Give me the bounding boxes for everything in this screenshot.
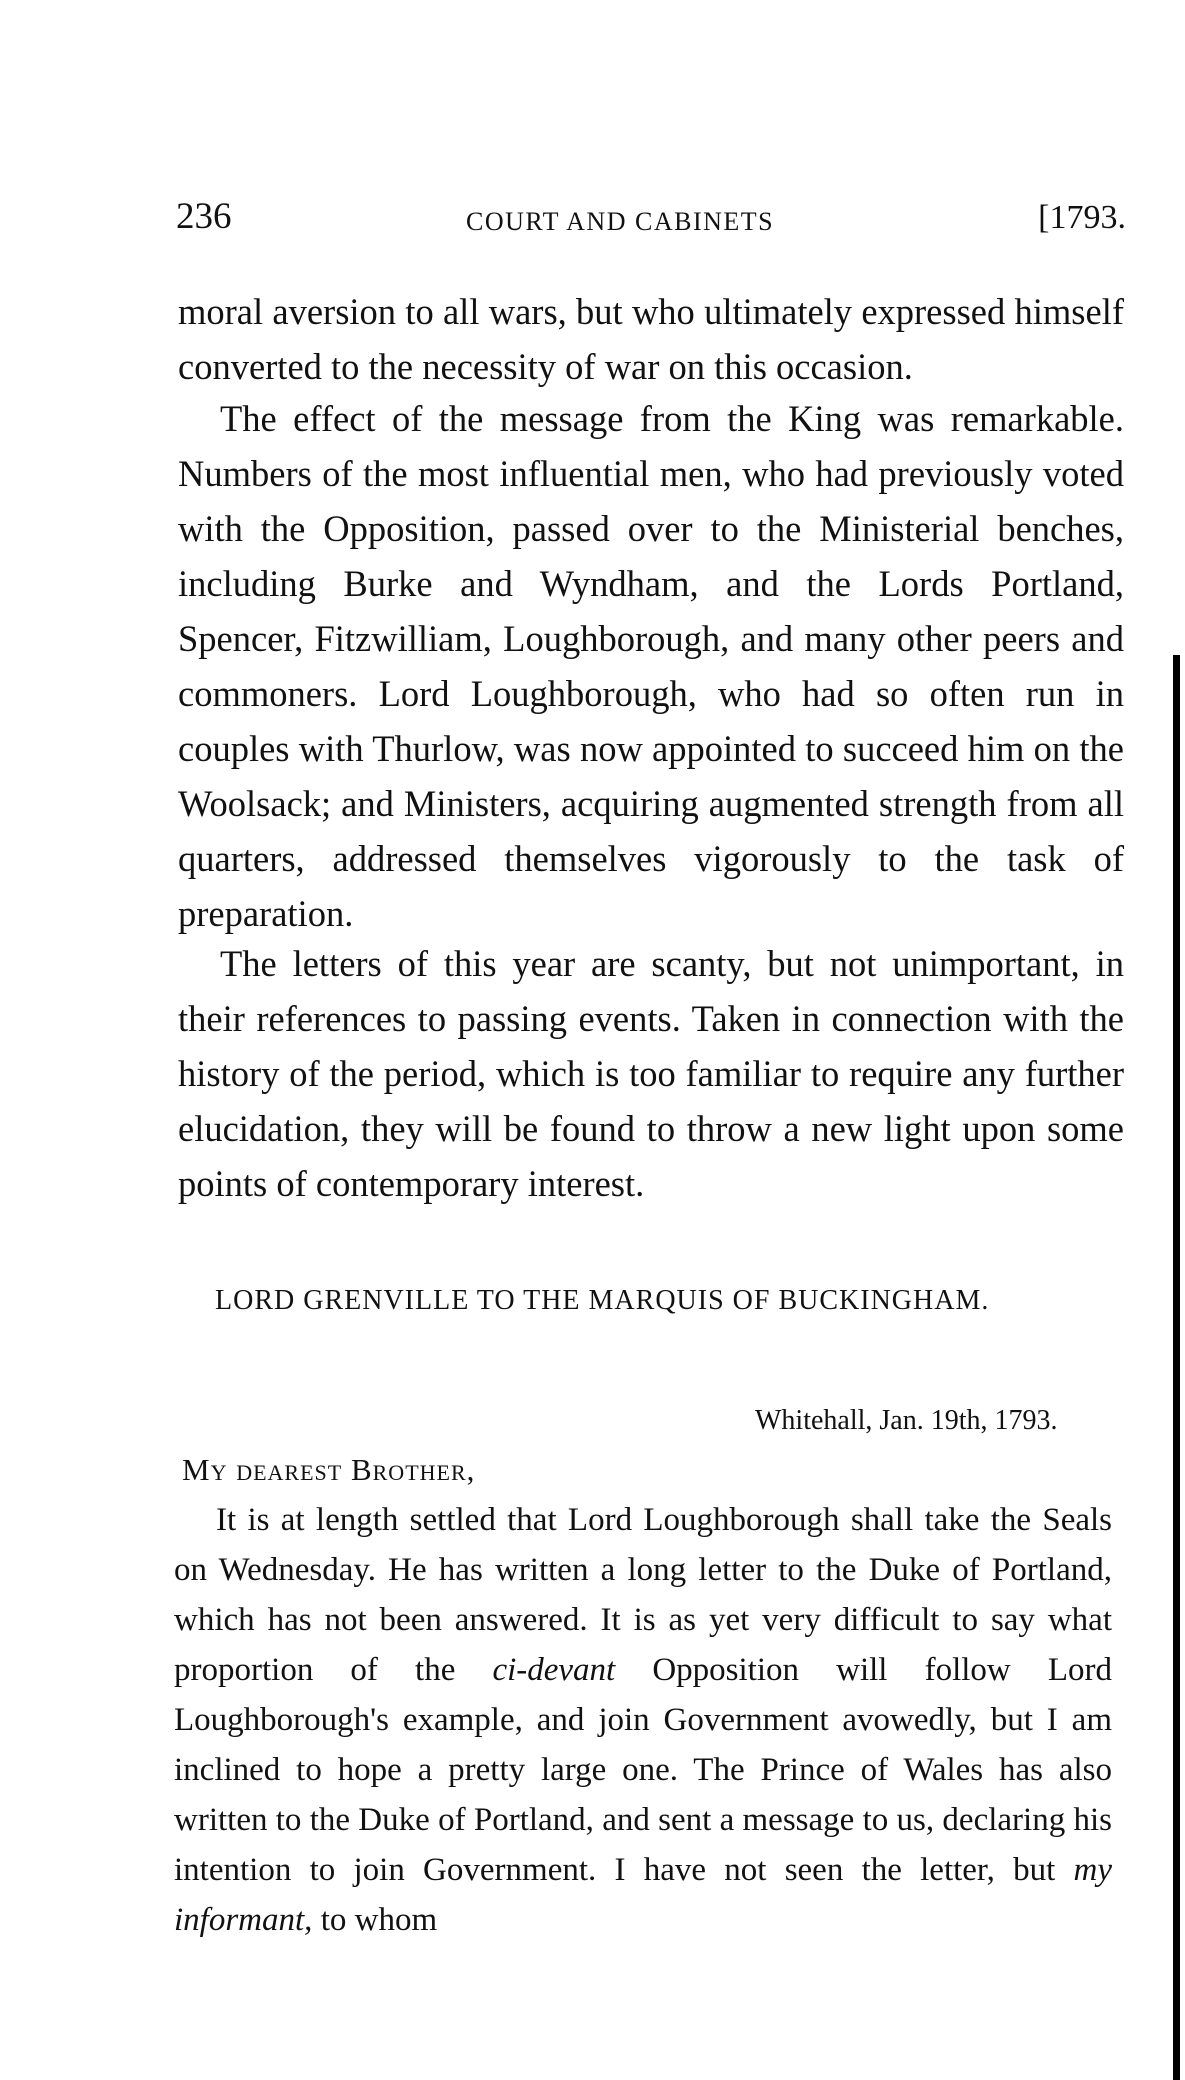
paragraph-continuation [178,284,1124,394]
letter-salutation: My dearest Brother, [182,1452,476,1487]
paragraph-message-effect [178,391,1124,941]
letter-body [174,1495,1112,1945]
paragraph-text: moral aversion to all wars, but who ultimately expressed himself converted to the necessity of war on this occasion. [178,291,1124,387]
letter-paragraph [174,1495,1112,1945]
paragraph-text: The letters of this year are scanty, but not unimportant, in their references to passing events. Taken in connection with the history of the period, which is too familiar to require any further elucidation, they will be found to throw a new light upon some points of contemporary interest. [178,943,1124,1204]
letter-italic-cidevant: ci-devant [492,1652,616,1688]
letter-italic-informant: my informant, [174,1852,1112,1938]
year-marker: [1793. [1038,199,1126,236]
letter-text-middle: Opposition will follow Lord Loughborough's example, and join Government avowedly, but I am inclined to hope a pretty large one. The Prince of Wales has also written to the Duke of Portland, and sent a message to us, declaring his intention to join Government. I have not seen the letter, but [174,1652,1112,1888]
letter-text-start: It is at length settled that Lord Loughborough shall take the Seals on Wednesday. He has written a long letter to the Duke of Portland, which has not been answered. It is as yet very difficult to say what proportion of the [174,1502,1112,1688]
page-number: 236 [176,196,232,237]
letter-heading: LORD GRENVILLE TO THE MARQUIS OF BUCKINGHAM. [215,1285,990,1316]
page-edge-shadow [1173,655,1180,2080]
letter-date: Whitehall, Jan. 19th, 1793. [755,1405,1058,1436]
paragraph-letters-intro [178,936,1124,1211]
page-header [176,195,1126,245]
letter-text-end: to whom [312,1902,438,1938]
running-title: COURT AND CABINETS [466,207,775,236]
paragraph-text: The effect of the message from the King was remarkable. Numbers of the most influential men, who had previously voted with the Opposition, passed over to the Ministerial benches, including Burke and Wyndham, and the Lords Portland, Spencer, Fitzwilliam, Loughborough, and many other peers and commoners. Lord Loughborough, who had so often run in couples with Thurlow, was now appointed to succeed him on the Woolsack; and Ministers, acquiring augmented strength from all quarters, addressed themselves vigorously to the task of preparation. [178,398,1124,934]
